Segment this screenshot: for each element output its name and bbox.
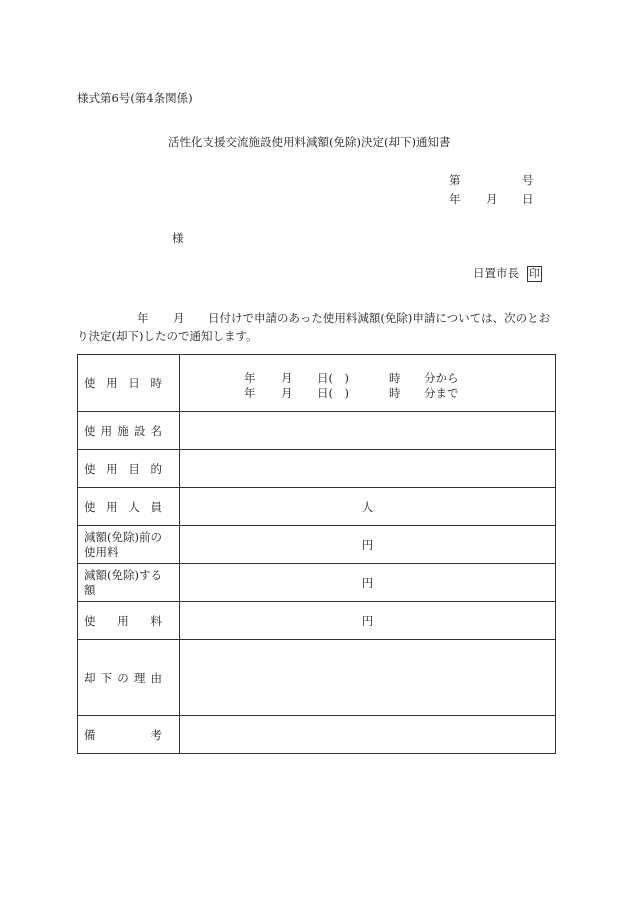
value-rejection-reason[interactable] bbox=[180, 640, 556, 716]
row-rejection-reason bbox=[78, 640, 556, 716]
dt2-day: 日( ) bbox=[317, 386, 349, 400]
label-remarks bbox=[78, 716, 180, 754]
label-char: 用 bbox=[106, 499, 118, 514]
row-persons bbox=[78, 488, 556, 526]
row-reduction-amount bbox=[78, 564, 556, 602]
label-char: 人 bbox=[128, 499, 140, 514]
label-char: 料 bbox=[150, 613, 162, 628]
dt2-minute: 分まで bbox=[424, 386, 459, 400]
dt1-month: 月 bbox=[281, 371, 293, 385]
label-char: 使 bbox=[84, 461, 96, 476]
label-fee-before bbox=[78, 526, 180, 564]
addressee-suffix: 様 bbox=[172, 231, 184, 245]
label-char: 用 bbox=[106, 376, 118, 390]
doc-number-suffix: 号 bbox=[522, 173, 534, 187]
label-char: 使 bbox=[84, 376, 96, 390]
label-char: 使 bbox=[84, 423, 96, 438]
row-fee bbox=[78, 602, 556, 640]
reduction-amount-unit: 円 bbox=[361, 575, 374, 590]
label-char: 目 bbox=[128, 461, 140, 476]
issue-date-month: 月 bbox=[486, 192, 498, 206]
value-remarks[interactable] bbox=[180, 716, 556, 754]
value-purpose[interactable] bbox=[180, 450, 556, 488]
value-reduction-amount[interactable] bbox=[180, 564, 556, 602]
dt2-year: 年 bbox=[244, 386, 256, 400]
seal-mark: 印 bbox=[529, 267, 540, 280]
body-line2: り決定(却下)したので通知します。 bbox=[77, 329, 258, 343]
label-char: 理 bbox=[133, 670, 146, 685]
issuer-block bbox=[473, 266, 542, 282]
row-purpose bbox=[78, 450, 556, 488]
persons-unit: 人 bbox=[361, 499, 374, 514]
label-char: 用 bbox=[106, 461, 118, 476]
row-facility-name bbox=[78, 412, 556, 450]
label-char: 考 bbox=[150, 727, 162, 742]
label-usage-datetime bbox=[78, 355, 180, 412]
row-fee-before bbox=[78, 526, 556, 564]
label-char: 使 bbox=[84, 499, 96, 514]
label-char: 日 bbox=[128, 376, 140, 390]
row-usage-datetime bbox=[78, 355, 556, 412]
label-facility-name bbox=[78, 412, 180, 450]
form-table bbox=[77, 354, 556, 754]
label-char: 由 bbox=[150, 670, 162, 685]
body-month: 月 bbox=[173, 311, 185, 325]
label-rejection-reason bbox=[78, 640, 180, 716]
label-char: の bbox=[117, 670, 129, 685]
fee-unit: 円 bbox=[361, 613, 374, 628]
label-char: 員 bbox=[150, 499, 162, 514]
issue-date-day: 日 bbox=[522, 192, 534, 206]
fee-before-unit: 円 bbox=[361, 537, 374, 552]
dt1-minute: 分から bbox=[424, 371, 459, 385]
value-usage-datetime[interactable] bbox=[180, 355, 556, 412]
label-line: 使用料 bbox=[84, 544, 119, 559]
row-remarks bbox=[78, 716, 556, 754]
form-number: 様式第6号(第4条関係) bbox=[77, 91, 193, 105]
dt2-hour: 時 bbox=[389, 386, 401, 400]
label-persons bbox=[78, 488, 180, 526]
value-facility-name[interactable] bbox=[180, 412, 556, 450]
dt2-month: 月 bbox=[281, 386, 293, 400]
value-fee-before[interactable] bbox=[180, 526, 556, 564]
label-char: 時 bbox=[150, 376, 162, 390]
label-char: 下 bbox=[100, 670, 113, 685]
document-title: 活性化支援交流施設使用料減額(免除)決定(却下)通知書 bbox=[168, 135, 451, 149]
label-purpose bbox=[78, 450, 180, 488]
label-char: 用 bbox=[117, 613, 129, 628]
issuer-name: 日置市長 bbox=[473, 266, 519, 280]
label-char: 備 bbox=[84, 727, 96, 742]
label-char: 用 bbox=[100, 423, 113, 438]
label-char: 名 bbox=[150, 423, 162, 438]
value-fee[interactable] bbox=[180, 602, 556, 640]
label-line: 減額(免除)する bbox=[84, 567, 162, 582]
label-char: 施 bbox=[117, 423, 129, 438]
label-char: 却 bbox=[84, 670, 96, 685]
body-line1: 日付けで申請のあった使用料減額(免除)申請については、次のとお bbox=[208, 311, 551, 325]
label-line: 減額(免除)前の bbox=[84, 529, 162, 544]
dt1-day: 日( ) bbox=[317, 371, 349, 385]
label-char: 使 bbox=[84, 613, 96, 628]
label-char: 設 bbox=[133, 423, 146, 438]
label-fee bbox=[78, 602, 180, 640]
label-line: 額 bbox=[84, 582, 96, 597]
body-year: 年 bbox=[137, 311, 149, 325]
value-persons[interactable] bbox=[180, 488, 556, 526]
dt1-hour: 時 bbox=[389, 371, 401, 385]
label-reduction-amount bbox=[78, 564, 180, 602]
dt1-year: 年 bbox=[244, 371, 256, 385]
issue-date-year: 年 bbox=[449, 192, 461, 206]
doc-number-prefix: 第 bbox=[449, 173, 461, 187]
label-char: 的 bbox=[150, 461, 162, 476]
